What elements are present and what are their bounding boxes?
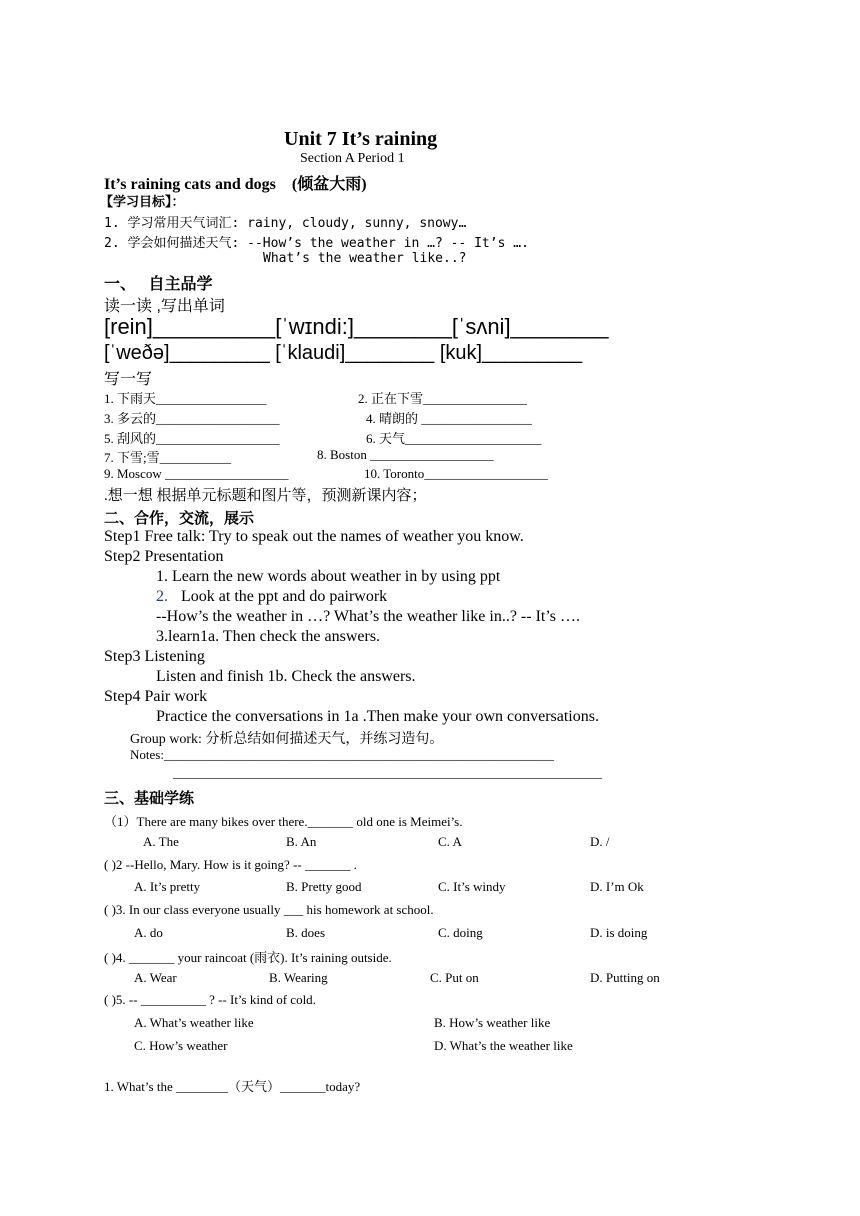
section-2-heading: 二、合作，交流，展示 [104, 510, 255, 527]
page-subtitle: Section A Period 1 [300, 151, 405, 166]
question-1-stem: （1）There are many bikes over there._______ old one is Meimei’s. [104, 814, 463, 829]
group-work: Group work: 分析总结如何描述天气，并练习造句。 [130, 732, 444, 747]
question-4-option-a: A. Wear [134, 970, 177, 985]
question-2-option-a: A. It’s pretty [134, 879, 201, 894]
step-3: Step3 Listening [104, 648, 205, 665]
step-2-dialogue: --How’s the weather in …? What’s the weather like in..? -- It’s …. [156, 608, 581, 625]
question-5-option-b: B. How’s weather like [434, 1015, 551, 1030]
question-3-option-a: A. do [134, 925, 163, 940]
section-3-heading: 三、基础学练 [104, 790, 195, 807]
question-3-option-b: B. does [286, 925, 325, 940]
vocab-item-9: 9. Moscow ___________________ [104, 466, 289, 481]
vocab-item-1: 1. 下雨天_________________ [104, 391, 267, 406]
step-2-item-2: Look at the ppt and do pairwork [181, 588, 388, 605]
goals-heading: 【学习目标】： [100, 194, 185, 209]
step-2-item-2-number: 2. [156, 588, 168, 605]
question-2-option-c: C. It’s windy [438, 879, 506, 894]
step-2-item-1: 1. Learn the new words about weather in by using ppt [156, 568, 501, 585]
step-2-item-3: 3.learn1a. Then check the answers. [156, 628, 381, 645]
vocab-item-3: 3. 多云的___________________ [104, 411, 280, 426]
question-3-option-d: D. is doing [590, 925, 648, 940]
question-5-stem: ( )5. -- __________ ? -- It’s kind of cold. [104, 992, 316, 1007]
think-instruction: .想一想 根据单元标题和图片等，预测新课内容； [104, 488, 427, 504]
question-2-option-b: B. Pretty good [286, 879, 362, 894]
phonetics-row-2: [ˈweðə]_________ [ˈklaudi]________ [kuk]_________ [104, 342, 583, 364]
question-1-option-b: B. An [286, 834, 317, 849]
question-1-option-c: C. A [438, 834, 462, 849]
page-title: Unit 7 It’s raining [284, 128, 438, 150]
step-1: Step1 Free talk: Try to speak out the names of weather you know. [104, 528, 524, 545]
idiom-heading: It’s raining cats and dogs (倾盆大雨) [104, 176, 367, 193]
question-5-option-c: C. How’s weather [134, 1038, 228, 1053]
notes-line-2: __________________________________________________________________ [173, 765, 602, 780]
question-1-option-a: A. The [143, 834, 179, 849]
vocab-item-5: 5. 刮风的___________________ [104, 431, 280, 446]
fill-in-sentence-1: 1. What’s the ________（天气）_______today? [104, 1079, 361, 1094]
phonetics-row-1: [rein]__________[ˈwɪndi:]________[ˈsʌni]________ [104, 314, 609, 339]
question-4-option-b: B. Wearing [269, 970, 328, 985]
question-4-option-c: C. Put on [430, 970, 479, 985]
question-2-stem: ( )2 --Hello, Mary. How is it going? -- _______ . [104, 857, 357, 872]
read-instruction: 读一读 ,写出单词 [104, 298, 225, 315]
vocab-item-7: 7. 下雪;雪___________ [104, 450, 232, 465]
step-4: Step4 Pair work [104, 688, 208, 705]
vocab-item-10: 10. Toronto___________________ [364, 466, 548, 481]
question-3-option-c: C. doing [438, 925, 483, 940]
goal-1: 1. 学习常用天气词汇: rainy, cloudy, sunny, snowy… [104, 216, 467, 231]
vocab-item-8: 8. Boston ___________________ [317, 447, 494, 462]
question-5-option-a: A. What’s weather like [134, 1015, 254, 1030]
vocab-item-6: 6. 天气_____________________ [366, 431, 542, 446]
goal-2: 2. 学会如何描述天气: --How’s the weather in …? -- It’s …. [104, 236, 529, 251]
step-2: Step2 Presentation [104, 548, 224, 565]
step-4-item: Practice the conversations in 1a .Then make your own conversations. [156, 708, 599, 725]
question-5-option-d: D. What’s the weather like [434, 1038, 573, 1053]
question-4-option-d: D. Putting on [590, 970, 660, 985]
question-4-stem: ( )4. _______ your raincoat (雨衣). It’s raining outside. [104, 950, 392, 965]
question-3-stem: ( )3. In our class everyone usually ___ his homework at school. [104, 902, 434, 917]
write-instruction: 写一写 [104, 371, 153, 388]
section-1-heading: 一、 自主品学 [104, 276, 213, 293]
vocab-item-2: 2. 正在下雪________________ [358, 391, 528, 406]
question-1-option-d: D. / [590, 834, 610, 849]
vocab-item-4: 4. 晴朗的 _________________ [366, 411, 532, 426]
question-2-option-d: D. I’m Ok [590, 879, 644, 894]
goal-2-continued: What’s the weather like..? [263, 251, 467, 266]
step-3-item: Listen and finish 1b. Check the answers. [156, 668, 416, 685]
notes-line: Notes:____________________________________________________________ [130, 747, 554, 762]
